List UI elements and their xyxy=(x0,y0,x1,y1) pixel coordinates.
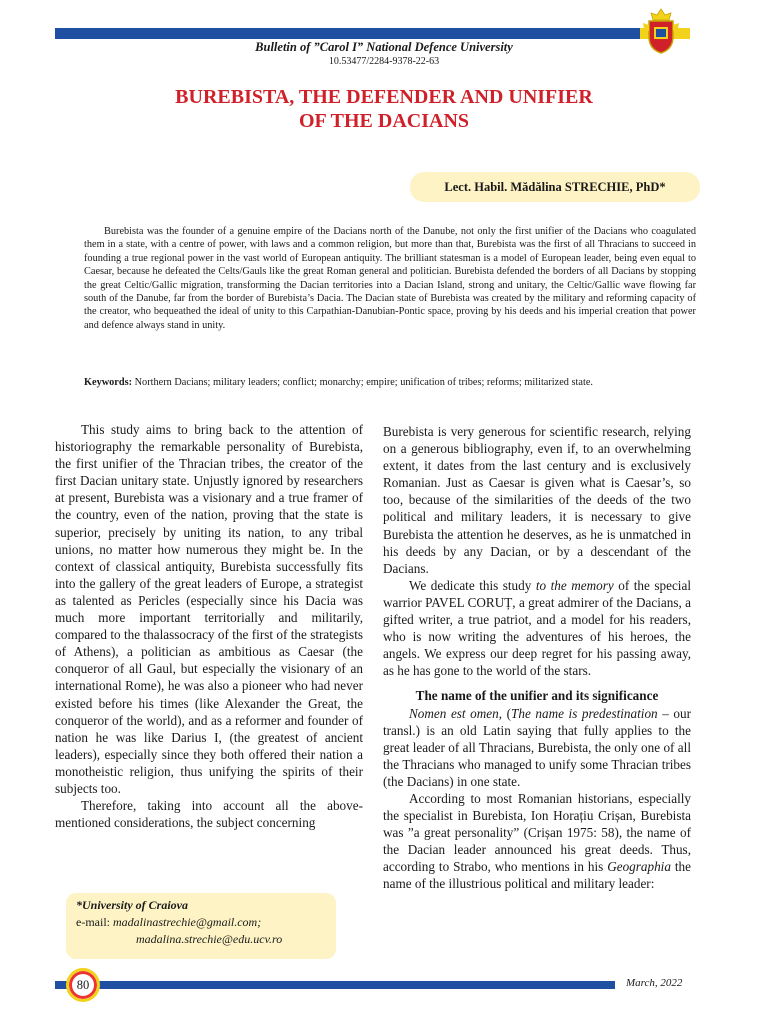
email-link[interactable]: madalinastrechie@gmail.com; xyxy=(112,915,262,929)
text-run: of the special warrior PAVEL CORUȚ, a great admirer of the Dacians, a gifted writer, a true patriot, and a model for his readers, who is now writing the adventures of his heroes, the angels. We express our deep regret for his passing away, as he has gone to the world of the stars. xyxy=(383,577,691,679)
paragraph: Therefore, taking into account all the above-mentioned considerations, the subject concerning xyxy=(55,798,363,831)
title-line: OF THE DACIANS xyxy=(298,110,470,132)
affiliation-box xyxy=(66,893,336,959)
paragraph xyxy=(383,790,691,893)
text-run: – our transl.) is an old Latin saying that fully applies to the great leader of all Thracians, Burebista, the only one of all the Thracians who managed to unify some Thracian tribes (the Dacians) in one state. xyxy=(383,705,691,789)
text-run: We dedicate this study xyxy=(409,577,536,593)
text-run: , ( xyxy=(498,705,512,721)
keywords-text: Northern Dacians; military leaders; conflict; monarchy; empire; unification of tribes; reforms; militarized state. xyxy=(134,377,593,388)
journal-name: Bulletin of ”Carol I” National Defence University xyxy=(255,40,513,54)
doi: 10.53477/2284-9378-22-63 xyxy=(328,56,440,67)
emphasis: to the memory xyxy=(535,577,614,593)
right-column xyxy=(383,423,691,893)
section-heading: The name of the unifier and its significance xyxy=(415,688,659,704)
emphasis: Geographia xyxy=(607,859,671,875)
left-column xyxy=(55,421,363,831)
header-bar xyxy=(55,28,640,39)
email-link[interactable]: madalina.strechie@edu.ucv.ro xyxy=(136,932,283,946)
issue-date: March, 2022 xyxy=(626,977,683,989)
text-run: According to most Romanian historians, especially the specialist in Burebista, Ion Horațiu Crișan, Burebista was ”a great personality” (Crișan 1975: 58), the name of the Dacian leader announced his great deeds. Thus, according to Strabo, who mentions in his xyxy=(383,790,691,875)
text-run: the name of the illustrious political and military leader: xyxy=(383,859,691,892)
title-line: BUREBISTA, THE DEFENDER AND UNIFIER xyxy=(175,86,593,108)
paragraph xyxy=(383,705,691,790)
keywords xyxy=(84,376,696,389)
author-badge: Lect. Habil. Mădălina STRECHIE, PhD* xyxy=(410,172,700,202)
email-label: e-mail: xyxy=(76,915,113,929)
page-number: 80 xyxy=(66,968,100,1002)
affiliation-university: *University of Craiova xyxy=(76,898,188,912)
emphasis: The name is predestination xyxy=(511,705,658,721)
emphasis: Nomen est omen xyxy=(409,705,499,721)
paragraph: Burebista is very generous for scientific research, relying on a generous bibliography, even if, to an overwhelming extent, it dates from the last century and is exclusively Romanian. Just as Caesar is given what is Caesar’s, so too, because of the similarities of the deeds of the two political and military leaders, it is necessary to give Burebista the attention he deserves, as he is unmatched in his deeds by any Dacian, or by a descendant of the Dacians. xyxy=(383,424,691,576)
footer-bar xyxy=(55,981,615,989)
paragraph: This study aims to bring back to the attention of historiography the remarkable personality of Burebista, the first unifier of the Thracian tribes, the creator of the first Dacian unitary state. Unjustly ignored by researchers at present, Burebista was a visionary and a true framer of the country, even of the nation, proving that the state is superior, precisely by uniting its nation, to any tribal unions, no matter how numerous they might be. In the context of classical antiquity, Burebista successfully fits into the gallery of the great leaders of Europe, a strategist as talented as Pericles (especially since his Dacia was much more important territorially and militarily, compared to the thalassocracy of the first of the strategists of Athens), a politician as ambitious as Caesar (the conqueror of all Gaul, but especially the visionary of an international Rome), he was also a pioneer who had never existed before his times (like Alexander the Great, the conqueror of the world), and as a reformer and founder of nation he was like Darius I, (the greatest of ancient leaders), especially since they both offered their nation a monotheistic religion, thus unifying the spirits of their subjects too. xyxy=(55,422,363,796)
article-title xyxy=(60,85,708,133)
dedication-paragraph xyxy=(383,577,691,680)
abstract: Burebista was the founder of a genuine empire of the Dacians north of the Danube, not only the first unifier of the Dacians who coagulated them in a state, with a centre of power, with laws and a common religion, but more than that, Burebista was the first of all Thracians to succeed in founding a true regional power in the vast world of European antiquity. The brilliant statesman is a model of European leader, being even equal to Caesar, because he defeated the Celts/Gauls like the great Roman general and politician. Burebista defended the borders of all Dacians by stopping the great Celtic/Gallic migration, transforming the Dacian territories into a Dacian Island, strong and unitary, the Celtic/Gallic wave flowing far south of the Danube, far from the border of Burebista’s Dacia. The Dacian state of Burebista was created by the military and reforming capacity of the creator, who bequeathed the ideal of unity to this Carpathian-Danubian-Pontic space, proving by his deeds and his imperial creation that power and defence always stand in unity. xyxy=(84,226,696,331)
keywords-label: Keywords: xyxy=(84,377,133,388)
